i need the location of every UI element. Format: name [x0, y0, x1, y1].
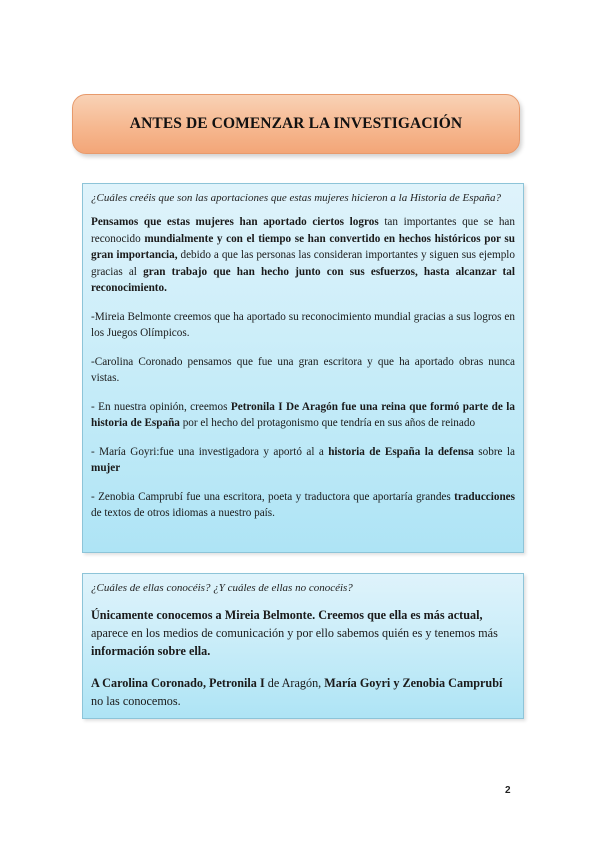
paragraph-mireia: -Mireia Belmonte creemos que ha aportado su reconocimiento mundial gracias a sus logros en los Juegos Olímpicos. — [91, 310, 515, 339]
paragraph-unknown: A Carolina Coronado, Petronila I de Aragón, María Goyri y Zenobia Camprubí no las conocemos. — [91, 676, 503, 708]
known-women-card — [82, 573, 524, 719]
question-known: ¿Cuáles de ellas conocéis? ¿Y cuáles de ellas no conocéis? — [91, 582, 353, 594]
paragraph-maria: - María Goyri:fue una investigadora y aportó al a historia de España la defensa sobre la mujer — [91, 445, 515, 474]
paragraph-zenobia: - Zenobia Camprubí fue una escritora, poeta y traductora que aportaría grandes traducciones de textos de otros idiomas a nuestro país. — [91, 490, 515, 519]
page-number: 2 — [505, 785, 511, 796]
paragraph-intro: Pensamos que estas mujeres han aportado ciertos logros tan importantes que se han reconocido mundialmente y con el tiempo se han convertido en hechos históricos por su gran importancia, debido a que las personas las consideran importantes y siguen sus ejemplo gracias al gran trabajo que han hecho junto con sus esfuerzos, hasta alcanzar tal reconocimiento. — [91, 216, 515, 294]
title-banner — [72, 94, 520, 154]
paragraph-petronila: - En nuestra opinión, creemos Petronila I De Aragón fue una reina que formó parte de la historia de España por el hecho del protagonismo que tendría en sus años de reinado — [91, 400, 515, 429]
contributions-card — [82, 183, 524, 553]
page-title: ANTES DE COMENZAR LA INVESTIGACIÓN — [129, 115, 463, 132]
paragraph-carolina: -Carolina Coronado pensamos que fue una gran escritora y que ha aportado obras nunca vistas. — [91, 355, 515, 384]
paragraph-known: Únicamente conocemos a Mireia Belmonte. Creemos que ella es más actual, aparece en los medios de comunicación y por ello sabemos quién es y tenemos más información sobre ella. — [91, 608, 498, 658]
question-contributions: ¿Cuáles creéis que son las aportaciones que estas mujeres hicieron a la Historia de España? — [91, 192, 502, 204]
